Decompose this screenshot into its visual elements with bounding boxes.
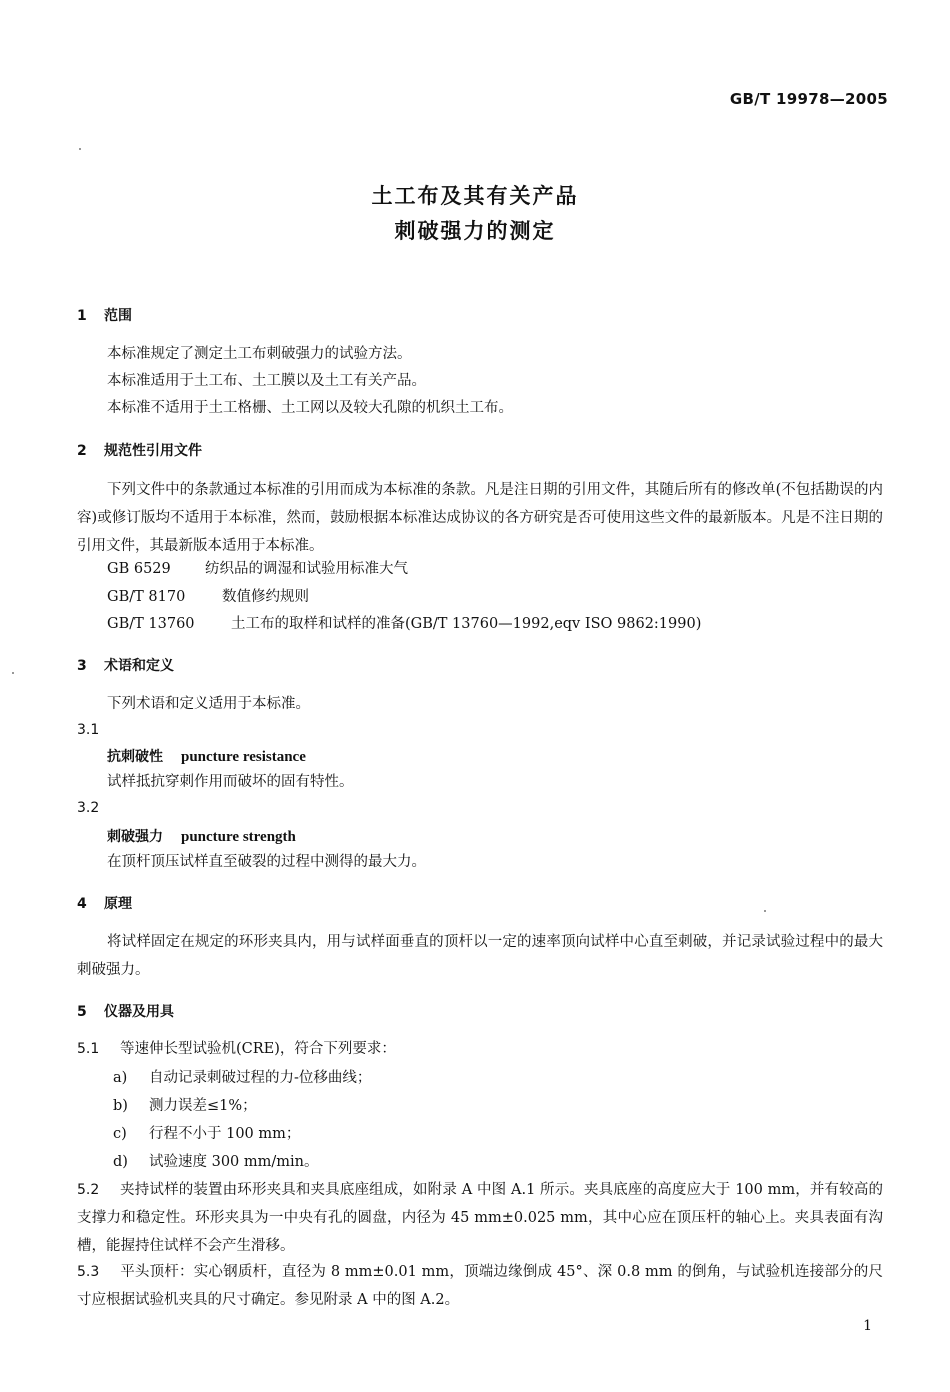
clause-number: 5.1 <box>77 1041 100 1057</box>
list-marker: b) <box>113 1098 128 1114</box>
list-marker: d) <box>113 1154 128 1170</box>
section-1-heading <box>77 305 132 325</box>
list-marker: a) <box>113 1070 128 1086</box>
list-marker: c) <box>113 1126 127 1142</box>
reference-code: GB/T 8170 <box>107 589 186 605</box>
section-number: 3 <box>77 658 87 674</box>
scan-speck <box>79 148 81 150</box>
standard-number: GB/T 19978—2005 <box>729 90 888 108</box>
term-definition-3-2: 在顶杆顶压试样直至破裂的过程中测得的最大力。 <box>107 854 426 870</box>
scope-line-2: 本标准适用于土工布、土工膜以及土工有关产品。 <box>107 373 426 389</box>
reference-item <box>107 610 701 638</box>
list-text: 行程不小于 100 mm； <box>149 1126 301 1142</box>
page-number: 1 <box>863 1318 872 1334</box>
section-5-heading <box>77 1001 174 1021</box>
scan-speck <box>12 672 14 674</box>
reference-item <box>107 583 309 611</box>
term-3-2 <box>107 826 296 846</box>
clause-text: 等速伸长型试验机(CRE)，符合下列要求： <box>120 1041 396 1057</box>
section-title: 规范性引用文件 <box>104 443 202 459</box>
section-number: 4 <box>77 896 87 912</box>
section-3-heading <box>77 655 174 675</box>
list-item <box>113 1092 257 1120</box>
reference-item <box>107 555 408 583</box>
clause-number-3-1: 3.1 <box>77 722 100 738</box>
clause-5-3 <box>77 1258 883 1314</box>
section-title: 仪器及用具 <box>104 1004 174 1020</box>
section-title: 范围 <box>104 308 132 324</box>
term-3-1 <box>107 746 306 766</box>
list-item <box>113 1064 371 1092</box>
principle-paragraph: 将试样固定在规定的环形夹具内，用与试样面垂直的顶杆以一定的速率顶向试样中心直至刺破，并记录试验过程中的最大刺破强力。 <box>77 934 883 978</box>
reference-title: 土工布的取样和试样的准备(GB/T 13760—1992,eqv ISO 9862:1990) <box>231 616 702 632</box>
section-number: 5 <box>77 1004 87 1020</box>
section-2-heading <box>77 440 202 460</box>
section-title: 术语和定义 <box>104 658 174 674</box>
section-4-heading <box>77 893 132 913</box>
term-chinese: 抗刺破性 <box>107 749 163 765</box>
clause-5-1 <box>77 1035 396 1063</box>
list-item <box>113 1148 319 1176</box>
reference-code: GB 6529 <box>107 561 171 577</box>
reference-title: 纺织品的调湿和试验用标准大气 <box>205 561 408 577</box>
title-line-2: 刺破强力的测定 <box>394 219 556 243</box>
list-text: 自动记录刺破过程的力-位移曲线； <box>149 1070 372 1086</box>
reference-title: 数值修约规则 <box>222 589 309 605</box>
section-number: 1 <box>77 308 87 324</box>
list-item <box>113 1120 300 1148</box>
clause-text: 夹持试样的装置由环形夹具和夹具底座组成，如附录 A 中图 A.1 所示。夹具底座的高度应大于 100 mm，并有较高的支撑力和稳定性。环形夹具为一中央有孔的圆盘，内径为 45 mm±0.025 mm，其中心应在顶压杆的轴心上。夹具表面有沟槽，能握持住试样不会产生滑移。 <box>77 1182 883 1254</box>
scope-line-1: 本标准规定了测定土工布刺破强力的试验方法。 <box>107 346 412 362</box>
clause-number: 5.2 <box>77 1182 100 1198</box>
list-text: 测力误差≤1%； <box>149 1098 257 1114</box>
term-english: puncture resistance <box>181 749 306 765</box>
title-line-1: 土工布及其有关产品 <box>371 184 579 208</box>
terms-intro: 下列术语和定义适用于本标准。 <box>107 696 310 712</box>
section-number: 2 <box>77 443 87 459</box>
clause-number-3-2: 3.2 <box>77 800 100 816</box>
scope-line-3: 本标准不适用于土工格栅、土工网以及较大孔隙的机织土工布。 <box>107 400 513 416</box>
list-text: 试验速度 300 mm/min。 <box>149 1154 319 1170</box>
clause-5-2 <box>77 1176 883 1260</box>
normative-references-paragraph: 下列文件中的条款通过本标准的引用而成为本标准的条款。凡是注日期的引用文件，其随后所有的修改单(不包括勘误的内容)或修订版均不适用于本标准，然而，鼓励根据本标准达成协议的各方研究是否可使用这些文件的最新版本。凡是不注日期的引用文件，其最新版本适用于本标准。 <box>77 482 883 554</box>
section-title: 原理 <box>104 896 132 912</box>
term-chinese: 刺破强力 <box>107 829 163 845</box>
term-definition-3-1: 试样抵抗穿刺作用而破坏的固有特性。 <box>107 774 354 790</box>
clause-text: 平头顶杆：实心钢质杆，直径为 8 mm±0.01 mm，顶端边缘倒成 45°、深 0.8 mm 的倒角，与试验机连接部分的尺寸应根据试验机夹具的尺寸确定。参见附录 A 中的图 A.2。 <box>77 1264 883 1308</box>
scan-speck <box>764 910 766 912</box>
term-english: puncture strength <box>181 829 296 845</box>
reference-code: GB/T 13760 <box>107 616 195 632</box>
clause-number: 5.3 <box>77 1264 100 1280</box>
